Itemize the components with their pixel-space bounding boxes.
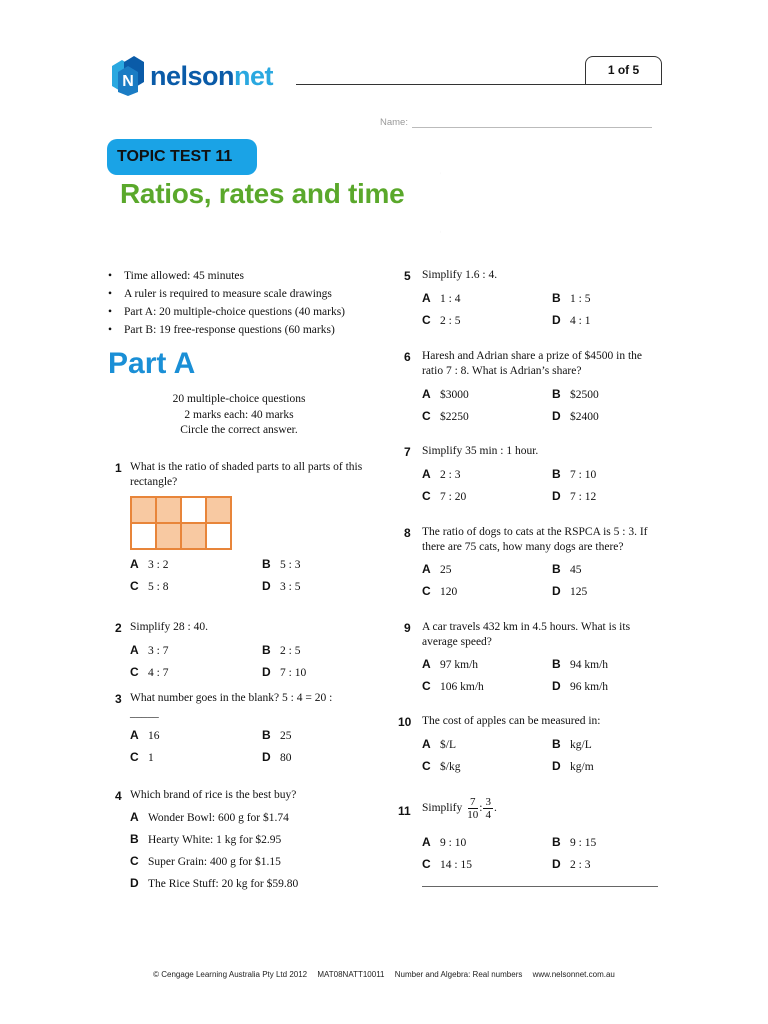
answer-option[interactable]	[130, 643, 168, 657]
option-text: 4 : 7	[148, 667, 169, 679]
question-number: 4	[115, 789, 122, 803]
option-letter: A	[422, 835, 431, 849]
option-text: $3000	[440, 389, 469, 401]
question-text: Which brand of rice is the best buy?	[130, 789, 297, 801]
answer-option[interactable]	[422, 759, 460, 773]
option-letter: C	[130, 854, 139, 868]
option-text: kg/m	[570, 761, 594, 773]
answer-option[interactable]	[262, 750, 292, 764]
option-text: 3 : 7	[148, 645, 169, 657]
option-text: 7 : 10	[570, 469, 597, 481]
option-text: 7 : 10	[280, 667, 307, 679]
option-letter: A	[422, 737, 431, 751]
instruction-item: • A ruler is required to measure scale drawings	[108, 285, 345, 303]
question-text-prefix: Simplify	[422, 802, 463, 814]
option-text: 3 : 5	[280, 581, 301, 593]
fraction-numerator: 3	[485, 796, 491, 808]
option-letter: D	[552, 313, 561, 327]
answer-option[interactable]	[422, 679, 484, 693]
answer-option[interactable]	[552, 291, 590, 305]
option-text: Hearty White: 1 kg for $2.95	[148, 834, 282, 846]
answer-option[interactable]	[130, 665, 168, 679]
option-text: 1 : 4	[440, 293, 461, 305]
option-letter: D	[130, 876, 139, 890]
option-text: 97 km/h	[440, 659, 479, 671]
option-text: 1 : 5	[570, 293, 591, 305]
unshaded-cell	[206, 523, 231, 549]
answer-option[interactable]	[422, 835, 466, 849]
part-a-info-line: Circle the correct answer.	[180, 424, 298, 436]
shaded-cell	[131, 497, 156, 523]
answer-option[interactable]	[130, 876, 298, 890]
question-number: 11	[398, 804, 411, 818]
option-letter: A	[130, 643, 139, 657]
name-line[interactable]	[412, 118, 652, 128]
option-letter: B	[552, 467, 561, 481]
question-text: A car travels 432 km in 4.5 hours. What is its average speed?	[422, 621, 631, 648]
fraction-denominator: 4	[485, 809, 491, 821]
option-letter: D	[552, 584, 561, 598]
logo-text-nelson: nelson	[150, 60, 235, 91]
option-text: 25	[280, 730, 292, 742]
question-text: Simplify 35 min : 1 hour.	[422, 445, 539, 457]
option-text: 80	[280, 752, 292, 764]
answer-option[interactable]	[130, 854, 281, 868]
option-letter: A	[130, 728, 139, 742]
logo-text-net: net	[234, 60, 274, 91]
option-letter: B	[552, 835, 561, 849]
option-text: $2500	[570, 389, 599, 401]
footer	[0, 970, 768, 979]
answer-option[interactable]	[552, 857, 590, 871]
question-number: 3	[115, 692, 122, 706]
unshaded-cell	[131, 523, 156, 549]
answer-option[interactable]	[422, 657, 478, 671]
question-text: What number goes in the blank? 5 : 4 = 20 : _____	[130, 692, 333, 719]
option-text: 120	[440, 586, 458, 598]
instructions-list	[108, 267, 345, 339]
topic-label: TOPIC TEST 11	[107, 139, 257, 175]
option-text: 5 : 3	[280, 559, 301, 571]
question-number: 9	[404, 621, 411, 635]
option-text: 25	[440, 564, 452, 576]
unshaded-cell	[181, 497, 206, 523]
answer-option[interactable]	[422, 737, 456, 751]
option-letter: B	[262, 557, 271, 571]
ratio-separator: :	[479, 802, 483, 814]
option-letter: C	[130, 665, 139, 679]
shaded-cell	[206, 497, 231, 523]
option-text: 125	[570, 586, 588, 598]
answer-option[interactable]	[552, 313, 590, 327]
question-text: Simplify 28 : 40.	[130, 621, 208, 633]
fraction	[467, 796, 478, 821]
option-letter: B	[262, 728, 271, 742]
answer-option[interactable]	[552, 409, 599, 423]
answer-option[interactable]	[422, 489, 466, 503]
footer-code: MAT08NATT10011	[317, 970, 385, 979]
option-text: 9 : 10	[440, 837, 467, 849]
answer-option[interactable]	[130, 557, 168, 571]
option-letter: C	[422, 409, 431, 423]
answer-option[interactable]	[262, 579, 300, 593]
option-letter: B	[552, 562, 561, 576]
option-text: Wonder Bowl: 600 g for $1.74	[148, 812, 289, 824]
option-letter: D	[262, 750, 271, 764]
fraction-numerator: 7	[470, 796, 476, 808]
answer-option[interactable]	[422, 291, 460, 305]
answer-option[interactable]	[422, 584, 457, 598]
answer-option[interactable]	[552, 584, 587, 598]
part-a-heading: Part A	[108, 347, 196, 380]
page-title: Ratios, rates and time	[120, 178, 405, 209]
answer-option[interactable]	[552, 657, 608, 671]
option-text: 106 km/h	[440, 681, 484, 693]
option-letter: C	[422, 679, 431, 693]
answer-option[interactable]	[422, 467, 460, 481]
option-text: $2250	[440, 411, 469, 423]
option-letter: B	[552, 657, 561, 671]
answer-option[interactable]	[130, 832, 281, 846]
option-letter: A	[422, 467, 431, 481]
option-text: 45	[570, 564, 582, 576]
option-text: 1	[148, 752, 154, 764]
answer-option[interactable]	[130, 750, 154, 764]
shaded-cell	[181, 523, 206, 549]
question-number: 1	[115, 461, 122, 475]
answer-option[interactable]	[422, 857, 472, 871]
question-number: 6	[404, 350, 411, 364]
option-letter: C	[422, 857, 431, 871]
name-field	[380, 117, 652, 128]
instruction-item: • Part B: 19 free-response questions (60 marks)	[108, 321, 345, 339]
section-divider	[422, 886, 658, 887]
question-text: Simplify 1.6 : 4.	[422, 269, 498, 281]
option-text: kg/L	[570, 739, 592, 751]
question-number: 10	[398, 715, 412, 729]
question-text	[422, 796, 662, 821]
question-number: 2	[115, 621, 122, 635]
option-text: 7 : 12	[570, 491, 597, 503]
option-letter: C	[422, 489, 431, 503]
option-text: 3 : 2	[148, 559, 169, 571]
part-a-info	[130, 392, 348, 439]
option-text: $2400	[570, 411, 599, 423]
option-text: 2 : 5	[440, 315, 461, 327]
rectangle-diagram	[130, 496, 232, 550]
svg-text:N: N	[122, 73, 134, 90]
question-number: 7	[404, 445, 411, 459]
answer-option[interactable]	[552, 562, 582, 576]
option-letter: D	[552, 759, 561, 773]
answer-option[interactable]	[262, 557, 300, 571]
answer-option[interactable]	[552, 835, 596, 849]
option-text: $/kg	[440, 761, 461, 773]
answer-option[interactable]	[422, 313, 460, 327]
question-number: 8	[404, 526, 411, 540]
option-text: The Rice Stuff: 20 kg for $59.80	[148, 878, 299, 890]
fraction-denominator: 10	[467, 809, 479, 821]
option-letter: D	[262, 665, 271, 679]
footer-copyright: © Cengage Learning Australia Pty Ltd 2012	[153, 970, 308, 979]
question-number: 5	[404, 269, 411, 283]
answer-option[interactable]	[130, 810, 289, 824]
answer-option[interactable]	[422, 387, 469, 401]
option-text: 5 : 8	[148, 581, 169, 593]
answer-option[interactable]	[552, 489, 596, 503]
option-text: 7 : 20	[440, 491, 467, 503]
option-text: 2 : 3	[440, 469, 461, 481]
option-letter: D	[262, 579, 271, 593]
footer-url[interactable]: www.nelsonnet.com.au	[532, 970, 615, 979]
nelsonnet-logo	[108, 56, 273, 96]
shaded-cell	[156, 497, 181, 523]
fraction	[483, 796, 493, 821]
option-letter: C	[422, 313, 431, 327]
option-text: 94 km/h	[570, 659, 609, 671]
option-text: 16	[148, 730, 160, 742]
answer-option[interactable]	[422, 409, 469, 423]
option-letter: D	[552, 409, 561, 423]
option-letter: C	[130, 750, 139, 764]
answer-option[interactable]	[552, 737, 592, 751]
option-letter: D	[552, 857, 561, 871]
option-letter: D	[552, 679, 561, 693]
option-letter: C	[130, 579, 139, 593]
option-text: Super Grain: 400 g for $1.15	[148, 856, 281, 868]
option-letter: A	[422, 291, 431, 305]
option-letter: C	[422, 759, 431, 773]
option-letter: A	[422, 562, 431, 576]
option-letter: A	[130, 810, 139, 824]
option-letter: B	[262, 643, 271, 657]
answer-option[interactable]	[552, 759, 594, 773]
option-text: 4 : 1	[570, 315, 591, 327]
option-letter: B	[130, 832, 139, 846]
question-text: The ratio of dogs to cats at the RSPCA is 5 : 3. If there are 75 cats, how many dogs are there?	[422, 526, 648, 553]
answer-option[interactable]	[262, 643, 300, 657]
question-text-end: .	[493, 802, 497, 814]
page-indicator: 1 of 5	[585, 56, 662, 85]
option-text: 96 km/h	[570, 681, 609, 693]
option-letter: B	[552, 737, 561, 751]
answer-option[interactable]	[552, 679, 608, 693]
option-text: 9 : 15	[570, 837, 597, 849]
part-a-info-line: 2 marks each: 40 marks	[184, 408, 294, 421]
question-text: Haresh and Adrian share a prize of $4500 in the ratio 7 : 8. What is Adrian’s share?	[422, 350, 643, 377]
option-letter: A	[422, 657, 431, 671]
instruction-item: • Time allowed: 45 minutes	[108, 267, 345, 285]
part-a-info-line: 20 multiple-choice questions	[172, 393, 306, 405]
name-label: Name:	[380, 117, 408, 128]
answer-option[interactable]	[262, 665, 306, 679]
option-letter: B	[552, 387, 561, 401]
option-letter: D	[552, 489, 561, 503]
option-letter: C	[422, 584, 431, 598]
option-letter: A	[130, 557, 139, 571]
shaded-cell	[156, 523, 181, 549]
instruction-item: • Part A: 20 multiple-choice questions (40 marks)	[108, 303, 345, 321]
option-text: 14 : 15	[440, 859, 472, 871]
answer-option[interactable]	[130, 579, 168, 593]
answer-option[interactable]	[422, 562, 452, 576]
option-letter: A	[422, 387, 431, 401]
option-letter: B	[552, 291, 561, 305]
option-text: $/L	[440, 739, 456, 751]
answer-option[interactable]	[552, 387, 599, 401]
option-text: 2 : 5	[280, 645, 301, 657]
answer-option[interactable]	[552, 467, 596, 481]
question-text: What is the ratio of shaded parts to all parts of this rectangle?	[130, 461, 363, 488]
question-text: The cost of apples can be measured in:	[422, 715, 601, 727]
option-text: 2 : 3	[570, 859, 591, 871]
nelsonnet-logo-icon	[108, 56, 148, 96]
footer-strand: Number and Algebra: Real numbers	[394, 970, 523, 979]
answer-option[interactable]	[130, 728, 160, 742]
answer-option[interactable]	[262, 728, 292, 742]
